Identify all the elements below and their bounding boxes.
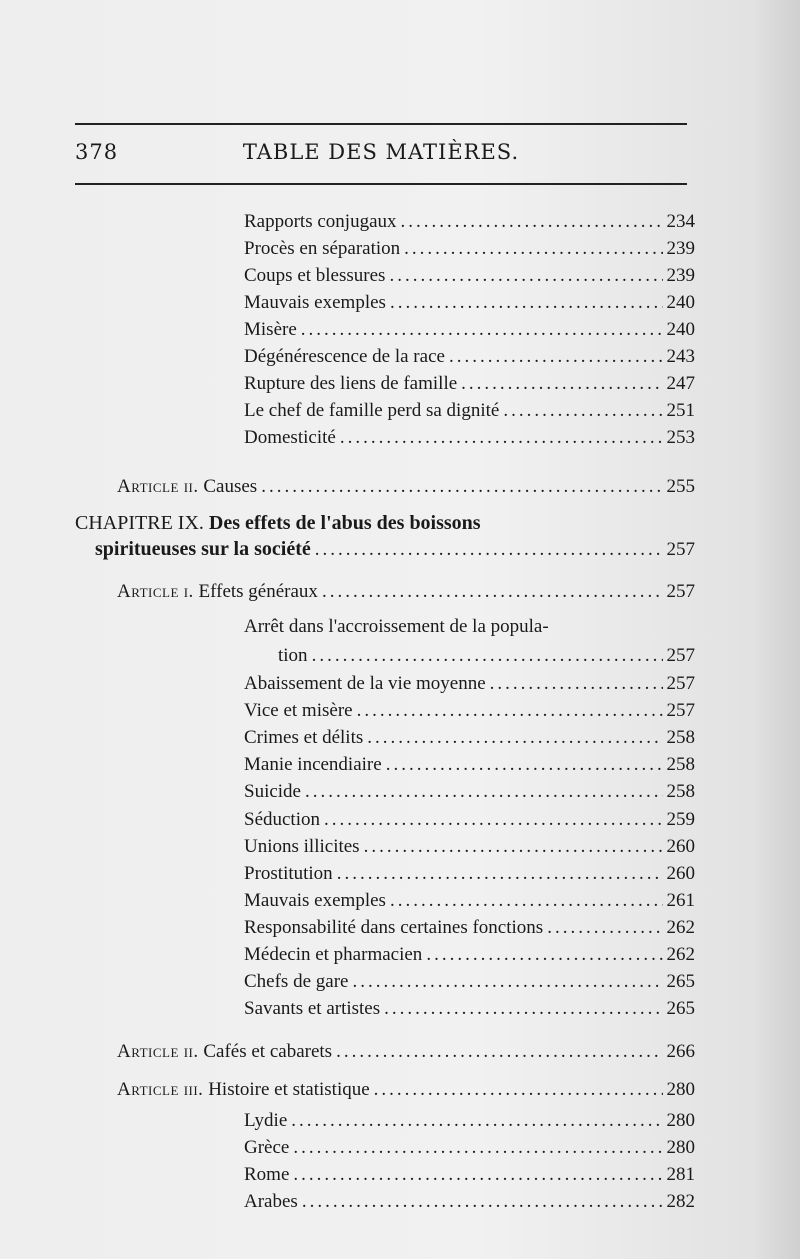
- page-ref: 243: [666, 346, 695, 367]
- chapter-title-line-2: spiritueuses sur la société ..... 257: [95, 537, 695, 562]
- page-ref: 266: [666, 1041, 695, 1062]
- leader-dots: [390, 291, 663, 315]
- toc-entry[interactable]: [244, 1190, 695, 1214]
- toc-entry-label: Suicide: [244, 781, 301, 803]
- toc-entry-label: Savants et artistes: [244, 998, 381, 1020]
- leader-dots: [490, 672, 663, 696]
- leader-dots: [364, 835, 663, 859]
- page-ref: 265: [666, 971, 695, 993]
- page-ref: 280: [666, 1137, 695, 1158]
- chapter-title-line-1: [75, 512, 695, 535]
- toc-entry[interactable]: [244, 210, 695, 234]
- toc-entry[interactable]: [244, 264, 695, 288]
- leader-dots: [461, 372, 662, 396]
- leader-dots: [322, 580, 663, 604]
- leader-dots: [404, 237, 662, 261]
- leader-dots: [293, 1136, 662, 1160]
- toc-entry-label: Responsabilité dans certaines fonctions: [244, 916, 544, 938]
- running-title: TABLE DES MATIÈRES.: [242, 140, 520, 164]
- toc-entry-label: Mauvais exemples: [244, 889, 386, 911]
- page-ref: 282: [666, 1191, 695, 1212]
- toc-entry[interactable]: [244, 835, 695, 859]
- leader-dots: [291, 1109, 662, 1133]
- leader-dots: [315, 538, 663, 562]
- toc-entry-label: Domesticité: [244, 427, 336, 448]
- toc-entry-arret-line-2[interactable]: tion ..... 257: [278, 644, 695, 668]
- header-bottom-rule: [75, 183, 687, 185]
- toc-entry-label: Procès en séparation: [244, 238, 401, 259]
- toc-entry-label: Le chef de famille perd sa dignité: [244, 400, 500, 421]
- leader-dots: [305, 780, 663, 804]
- leader-dots: [390, 889, 663, 913]
- chapter-heading[interactable]: [75, 512, 695, 560]
- toc-entry[interactable]: [244, 1163, 695, 1187]
- toc-entry-article-histoire[interactable]: [117, 1078, 695, 1102]
- page-ref: 257: [666, 645, 695, 666]
- article-label: Article iii. Histoire et statistique: [117, 1079, 370, 1100]
- leader-dots: [386, 753, 663, 777]
- toc-entry[interactable]: [244, 672, 695, 696]
- page-number: 378: [75, 140, 119, 164]
- leader-dots: [367, 726, 662, 750]
- leader-dots: [449, 345, 663, 369]
- toc-entry-label: Médecin et pharmacien: [244, 944, 423, 965]
- toc-entry-label: Mauvais exemples: [244, 292, 386, 313]
- toc-entry-label: Rapports conjugaux: [244, 211, 397, 232]
- toc-entry-article-causes[interactable]: [117, 475, 695, 499]
- page-ref: 280: [666, 1110, 695, 1131]
- toc-entry[interactable]: [244, 970, 695, 994]
- leader-dots: [293, 1163, 662, 1187]
- page-ref: 257: [666, 673, 695, 694]
- page-ref: 240: [666, 319, 695, 340]
- page-ref: 258: [666, 727, 695, 749]
- toc-entry[interactable]: [244, 1109, 695, 1133]
- toc-entry[interactable]: [244, 699, 695, 723]
- toc-entry[interactable]: [244, 372, 695, 396]
- page-ref: 251: [666, 400, 695, 421]
- toc-entry-arret-line-1: Arrêt dans l'accroissement de la popula-: [244, 616, 549, 637]
- leader-dots: [302, 1190, 663, 1214]
- toc-entry[interactable]: [244, 237, 695, 261]
- toc-entry-label: Dégénérescence de la race: [244, 346, 445, 367]
- toc-entry[interactable]: [244, 862, 695, 886]
- page-ref: 234: [666, 211, 695, 232]
- toc-entry[interactable]: [244, 780, 695, 804]
- page-ref: 257: [666, 539, 695, 560]
- page-ref: 253: [666, 427, 695, 448]
- chapter-number: CHAPITRE IX.: [75, 512, 204, 534]
- leader-dots: [503, 399, 662, 423]
- toc-entry-label: Rupture des liens de famille: [244, 373, 458, 394]
- article-label: Article i. Effets généraux: [117, 581, 318, 602]
- leader-dots: [352, 970, 662, 994]
- toc-entry[interactable]: [244, 753, 695, 777]
- leader-dots: [340, 426, 663, 450]
- toc-entry[interactable]: [244, 399, 695, 423]
- leader-dots: [324, 808, 663, 832]
- page-ref: 240: [666, 292, 695, 313]
- page-ref: 281: [666, 1164, 695, 1185]
- toc-entry-label: Arabes: [244, 1191, 298, 1212]
- toc-entry-article-cafes[interactable]: [117, 1040, 695, 1064]
- leader-dots: [312, 644, 663, 668]
- leader-dots: [389, 264, 662, 288]
- page-ref: 262: [666, 916, 695, 938]
- leader-dots: [547, 916, 662, 940]
- toc-entry-label: Grèce: [244, 1137, 290, 1158]
- toc-entry-label: Séduction: [244, 808, 320, 830]
- toc-entry[interactable]: [244, 943, 695, 967]
- leader-dots: [426, 943, 662, 967]
- page-header: [75, 140, 687, 172]
- page-ref: 257: [666, 581, 695, 602]
- toc-entry[interactable]: [244, 291, 695, 315]
- page-ref: 255: [666, 476, 695, 497]
- toc-entry[interactable]: [244, 916, 695, 940]
- toc-entry-label: Rome: [244, 1164, 290, 1185]
- page-ref: 258: [666, 781, 695, 803]
- page-ref: 262: [666, 944, 695, 965]
- page-ref: 259: [666, 808, 695, 830]
- page-ref: 260: [666, 835, 695, 857]
- toc-entry[interactable]: [244, 318, 695, 342]
- toc-entry-label: Coups et blessures: [244, 265, 386, 286]
- toc-entry[interactable]: [244, 726, 695, 750]
- toc-entry-label: Unions illicites: [244, 835, 360, 857]
- leader-dots: [384, 997, 662, 1021]
- page-ref: 265: [666, 998, 695, 1020]
- article-label: Article ii. Cafés et cabarets: [117, 1041, 333, 1062]
- leader-dots: [336, 1040, 662, 1064]
- toc-entry-label: Abaissement de la vie moyenne: [244, 673, 486, 694]
- toc-entry[interactable]: [244, 1136, 695, 1160]
- page-ref: 247: [666, 373, 695, 394]
- page-ref: 258: [666, 754, 695, 776]
- toc-entry-label: Manie incendiaire: [244, 754, 382, 776]
- toc-entry-label: Prostitution: [244, 862, 333, 884]
- toc-entry[interactable]: [244, 808, 695, 832]
- page-ref: 257: [666, 700, 695, 722]
- leader-dots: [401, 210, 663, 234]
- leader-dots: [337, 862, 663, 886]
- chapter-title: Des effets de l'abus des boissons: [208, 512, 481, 534]
- toc-entry-article-effets[interactable]: [117, 580, 695, 604]
- page-ref: 239: [666, 265, 695, 286]
- page-ref: 261: [666, 889, 695, 911]
- toc-entry-label: Vice et misère: [244, 700, 353, 722]
- article-label: Article ii. Causes: [117, 476, 258, 497]
- toc-entry[interactable]: [244, 997, 695, 1021]
- toc-entry-label: Misère: [244, 319, 297, 340]
- header-top-rule: [75, 123, 687, 125]
- leader-dots: [374, 1078, 663, 1102]
- page-ref: 239: [666, 238, 695, 259]
- page-ref: 260: [666, 862, 695, 884]
- page-ref: 280: [666, 1079, 695, 1100]
- toc-entry-label: Lydie: [244, 1110, 288, 1131]
- toc-entry[interactable]: [244, 889, 695, 913]
- leader-dots: [357, 699, 663, 723]
- toc-entry[interactable]: [244, 426, 695, 450]
- toc-entry-label: Chefs de gare: [244, 971, 349, 993]
- leader-dots: [261, 475, 662, 499]
- leader-dots: [301, 318, 663, 342]
- toc-entry-label: Crimes et délits: [244, 727, 364, 749]
- toc-entry[interactable]: [244, 345, 695, 369]
